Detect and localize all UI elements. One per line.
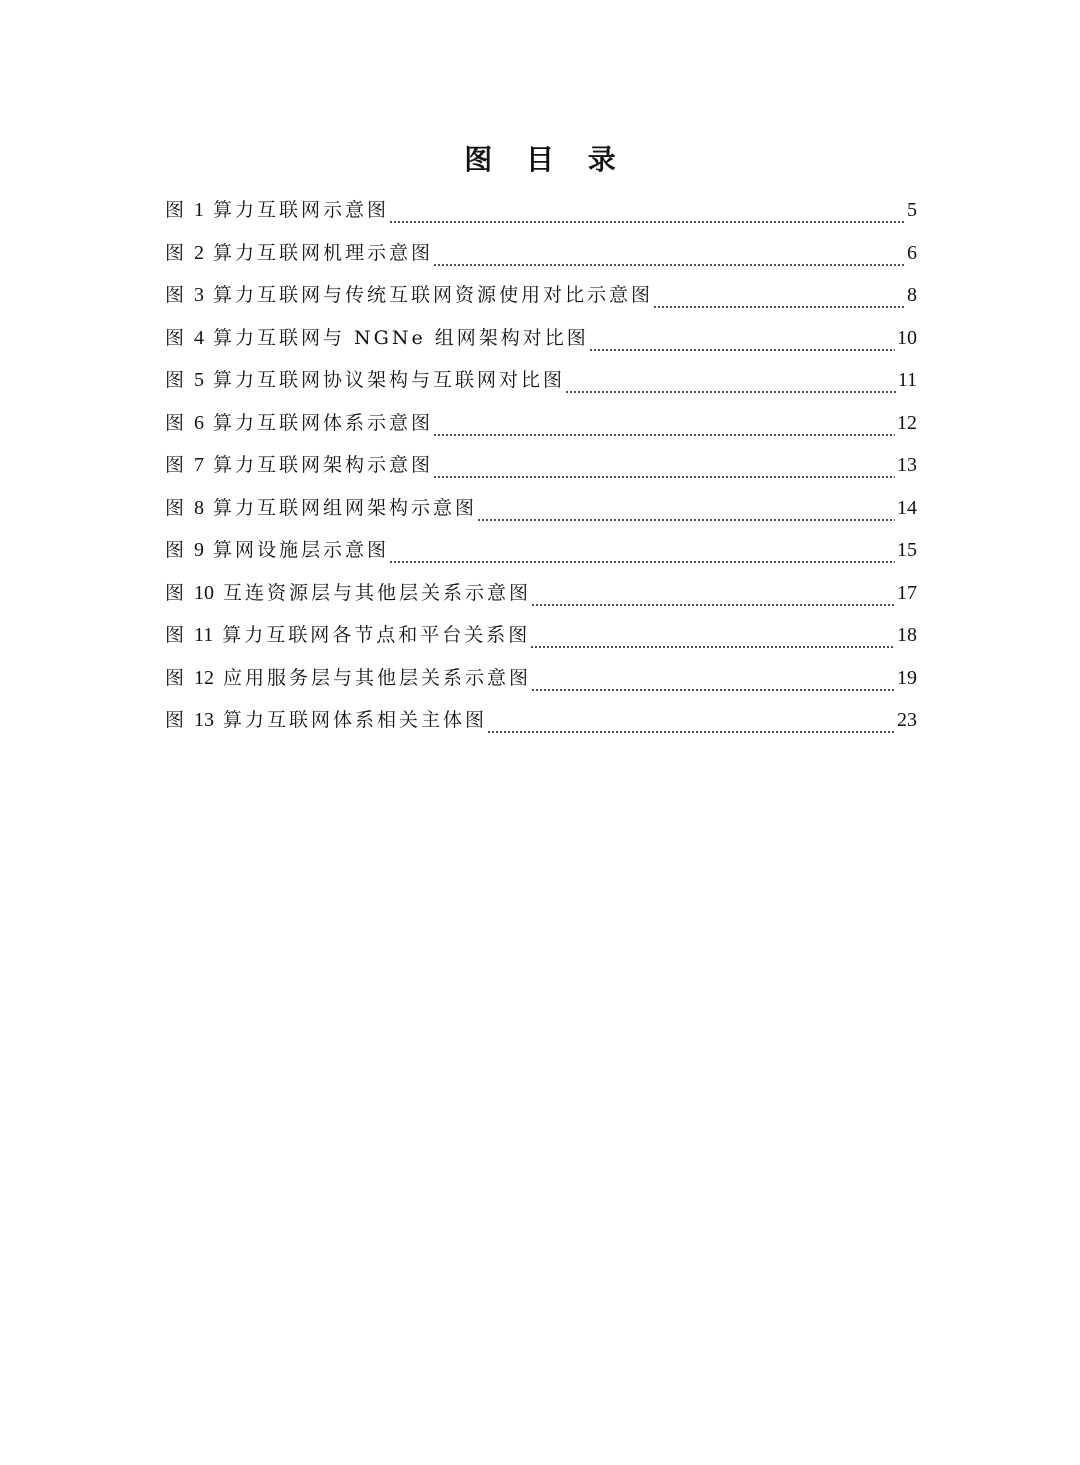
figure-label: 图 <box>165 539 188 561</box>
toc-entry-13[interactable] <box>165 699 917 742</box>
figure-title: 算力互联网体系示意图 <box>213 411 434 434</box>
dot-leader <box>389 204 905 224</box>
figure-list <box>165 189 917 742</box>
dot-leader <box>477 502 895 522</box>
figure-title: 算力互联网各节点和平台关系图 <box>222 624 531 646</box>
toc-entry-2[interactable] <box>165 232 917 275</box>
figure-number: 5 <box>194 369 205 391</box>
figure-number: 1 <box>194 199 205 221</box>
figure-title: 互连资源层与其他层关系示意图 <box>223 581 532 604</box>
dot-leader <box>531 672 895 692</box>
figure-title: 算力互联网示意图 <box>213 199 390 221</box>
dot-leader <box>589 332 895 352</box>
dot-leader <box>653 289 905 309</box>
figure-title: 算力互联网架构示意图 <box>213 454 434 476</box>
page-number: 11 <box>897 369 917 391</box>
figure-number: 8 <box>194 496 205 519</box>
figure-title: 算力互联网与传统互联网资源使用对比示意图 <box>213 284 654 306</box>
toc-entry-11[interactable] <box>165 614 917 657</box>
page-number: 17 <box>897 581 917 604</box>
figure-number: 9 <box>194 539 205 561</box>
figure-label: 图 <box>165 284 188 306</box>
figure-title: 应用服务层与其他层关系示意图 <box>223 666 532 689</box>
figure-label: 图 <box>165 666 188 689</box>
toc-entry-8[interactable] <box>165 487 917 530</box>
toc-entry-12[interactable] <box>165 657 917 700</box>
toc-entry-4[interactable] <box>165 317 917 360</box>
dot-leader <box>530 629 895 649</box>
toc-entry-10[interactable] <box>165 572 917 615</box>
figure-number: 2 <box>194 241 205 264</box>
figure-title: 算网设施层示意图 <box>213 539 390 561</box>
figure-label: 图 <box>165 624 188 646</box>
dot-leader <box>433 417 895 437</box>
toc-entry-9[interactable] <box>165 529 917 572</box>
dot-leader <box>389 544 895 564</box>
toc-entry-1[interactable] <box>165 189 917 232</box>
figure-label: 图 <box>165 581 188 604</box>
page-number: 18 <box>897 624 917 646</box>
figure-label: 图 <box>165 709 188 731</box>
figure-title: 算力互联网与 NGNe 组网架构对比图 <box>213 326 589 349</box>
figure-label: 图 <box>165 454 188 476</box>
figure-number: 4 <box>194 326 205 349</box>
page-title: 图 目 录 <box>464 143 628 176</box>
page-number: 23 <box>897 709 917 731</box>
figure-number: 6 <box>194 411 205 434</box>
figure-number: 12 <box>194 666 215 689</box>
figure-label: 图 <box>165 326 188 349</box>
page-number: 12 <box>897 411 917 434</box>
page-number: 19 <box>897 666 917 689</box>
page-number: 5 <box>907 199 917 221</box>
dot-leader <box>531 587 895 607</box>
figure-label: 图 <box>165 411 188 434</box>
toc-entry-5[interactable] <box>165 359 917 402</box>
figure-title: 算力互联网机理示意图 <box>213 241 434 264</box>
page-number: 15 <box>897 539 917 561</box>
page-number: 8 <box>907 284 917 306</box>
page-number: 10 <box>897 326 917 349</box>
figure-number: 11 <box>194 624 214 646</box>
page-number: 14 <box>897 496 917 519</box>
figure-label: 图 <box>165 496 188 519</box>
figure-label: 图 <box>165 241 188 264</box>
toc-entry-3[interactable] <box>165 274 917 317</box>
dot-leader <box>433 247 905 267</box>
figure-number: 13 <box>194 709 215 731</box>
page-number: 13 <box>897 454 917 476</box>
figure-label: 图 <box>165 369 188 391</box>
dot-leader <box>433 459 895 479</box>
figure-title: 算力互联网体系相关主体图 <box>223 709 488 731</box>
figure-number: 3 <box>194 284 205 306</box>
figure-title: 算力互联网协议架构与互联网对比图 <box>213 369 566 391</box>
dot-leader <box>565 374 896 394</box>
toc-entry-6[interactable] <box>165 402 917 445</box>
figure-title: 算力互联网组网架构示意图 <box>213 496 478 519</box>
dot-leader <box>487 714 895 734</box>
figure-number: 7 <box>194 454 205 476</box>
page-number: 6 <box>907 241 917 264</box>
toc-entry-7[interactable] <box>165 444 917 487</box>
figure-number: 10 <box>194 581 215 604</box>
figure-label: 图 <box>165 199 188 221</box>
